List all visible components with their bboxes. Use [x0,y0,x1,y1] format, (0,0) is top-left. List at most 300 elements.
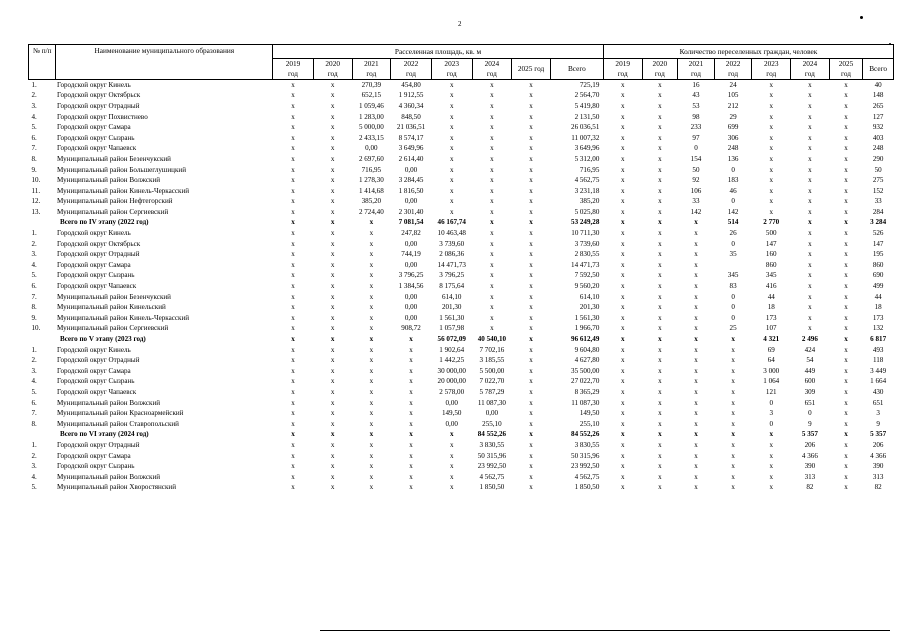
people-cell: 306 [727,133,739,142]
municipality-name: Городской округ Отрадный [56,101,140,110]
area-cell: x [490,144,494,153]
area-cell: x [369,303,374,312]
area-cell: x [529,282,533,291]
header-year-suffix: год [752,69,791,80]
table-row [29,355,894,366]
row-number: 6. [31,282,37,291]
area-cell: x [490,123,494,132]
area-cell: x [330,176,335,185]
area-cell: 652,15 [361,91,382,100]
table-row [29,387,894,398]
area-cell: x [529,313,533,322]
people-cell: 390 [872,462,884,471]
people-cell: 154 [690,154,702,163]
people-cell: x [808,91,812,100]
people-cell: x [658,186,662,195]
area-cell: x [330,313,335,322]
people-cell: x [694,430,698,439]
area-cell: x [291,165,295,174]
people-cell: x [620,430,625,439]
area-cell: x [291,133,295,142]
area-cell: x [291,387,295,396]
row-number: 8. [31,303,37,312]
area-cell: 5 000,00 [358,123,384,132]
area-cell: x [490,218,494,227]
area-cell: x [369,462,374,471]
people-cell: x [808,313,812,322]
area-cell: x [291,292,295,301]
people-cell: x [769,123,774,132]
table-row [29,133,894,144]
people-cell: x [844,112,848,121]
area-cell: x [291,260,295,269]
area-cell: 744,19 [401,250,421,259]
people-cell: x [694,462,698,471]
area-cell: 96 612,49 [571,335,600,343]
table-row [29,271,894,282]
area-cell: x [369,409,374,418]
area-cell: x [529,366,533,375]
people-cell: 514 [727,218,739,227]
header-year: 2024 [472,59,512,70]
area-cell: x [369,324,374,333]
area-cell: x [369,260,374,269]
municipality-name: Муниципальный район Безенчукский [56,292,171,301]
area-cell: x [490,292,494,301]
people-cell: x [620,472,625,481]
table-row [29,186,894,197]
people-cell: x [844,335,848,343]
people-cell: 265 [872,101,884,110]
area-cell: x [449,207,454,216]
municipality-name: Муниципальный район Красноармейский [56,409,184,418]
municipality-name: Городской округ Кинель [56,80,131,89]
area-cell: x [291,144,295,153]
area-cell: x [330,430,335,439]
area-cell: x [330,144,335,153]
table-row [29,313,894,324]
people-cell: x [844,356,848,365]
table-row [29,239,894,250]
row-number: 10. [31,324,41,333]
area-cell: x [449,133,454,142]
row-number: 2. [31,91,37,100]
area-cell: x [409,440,413,449]
area-cell: 11 007,32 [571,133,600,142]
row-number [29,218,56,229]
people-cell: 651 [872,398,884,407]
people-cell: 82 [806,483,814,492]
area-cell: x [409,483,413,492]
municipality-name: Городской округ Чапаевск [56,387,137,396]
people-cell: x [769,154,774,163]
people-cell: 275 [872,176,884,185]
people-cell: 932 [872,123,884,132]
area-cell: 0,00 [485,409,499,418]
area-cell: x [369,377,374,386]
row-number: 3. [31,462,37,471]
people-cell: 25 [729,324,737,333]
area-cell: x [330,229,335,238]
area-cell: x [490,154,494,163]
people-cell: x [844,409,848,418]
people-cell: 290 [872,154,884,163]
people-cell: 121 [765,387,777,396]
people-cell: 83 [729,282,737,291]
municipality-name: Муниципальный район Волжский [56,176,161,185]
header-year: 2023 [752,59,791,70]
people-cell: x [694,292,698,301]
people-cell: x [844,313,848,322]
people-cell: x [769,165,774,174]
people-cell: x [844,462,848,471]
people-cell: x [620,133,625,142]
people-cell: 9 [808,419,812,428]
people-cell: 106 [690,186,702,195]
area-cell: 8 365,29 [574,387,600,396]
area-cell: x [291,398,295,407]
people-cell: 92 [692,176,700,185]
area-cell: x [291,154,295,163]
people-cell: 44 [767,292,775,301]
table-row [29,122,894,133]
area-cell: x [291,123,295,132]
table-row [29,345,894,356]
header-year-suffix: год [829,69,863,80]
people-cell: x [808,250,812,259]
row-number: 1. [31,229,37,238]
people-cell: x [731,430,735,439]
area-cell: x [330,335,335,343]
people-cell: x [694,387,698,396]
people-cell: 82 [874,483,882,492]
people-cell: 0 [769,398,774,407]
people-cell: x [844,451,848,460]
people-cell: x [844,186,848,195]
people-cell: x [620,218,625,227]
municipality-name: Городской округ Октябрьск [56,91,141,100]
people-cell: x [731,409,735,418]
people-cell: x [620,260,625,269]
header-year: 2025 год [512,59,551,80]
people-cell: 206 [804,440,816,449]
people-cell: x [844,472,848,481]
people-cell: 699 [727,123,739,132]
people-cell: 3 284 [870,218,887,227]
area-cell: x [330,472,335,481]
area-cell: x [409,345,413,354]
area-cell: 255,10 [482,419,502,428]
people-cell: x [658,483,662,492]
area-cell: x [291,409,295,418]
people-cell: x [694,345,698,354]
row-number: 4. [31,112,37,121]
people-cell: 233 [690,123,702,132]
area-cell: x [529,440,533,449]
area-cell: x [291,239,295,248]
municipality-name: Городской округ Самара [56,123,131,132]
people-cell: x [658,356,662,365]
area-cell: x [529,398,533,407]
people-cell: x [694,335,698,343]
people-cell: x [769,144,774,153]
people-cell: x [844,377,848,386]
municipality-name: Всего по V этапу (2023 год) [59,335,146,343]
table-row [29,175,894,186]
area-cell: 84 552,26 [571,430,600,439]
people-cell: x [694,324,698,333]
people-cell: x [808,260,812,269]
area-cell: x [291,303,295,312]
row-number: 5. [31,271,37,280]
row-number: 1. [31,440,37,449]
header-people-group: Количество переселенных граждан, человек [603,45,893,59]
area-cell: x [291,101,295,110]
people-cell: x [658,440,662,449]
row-number: 9. [31,313,37,322]
municipality-name: Городской округ Сызрань [56,271,135,280]
people-cell: x [769,440,774,449]
area-cell: 4 627,80 [574,356,600,365]
row-number: 11. [31,186,41,195]
people-cell: x [620,80,625,89]
people-cell: x [620,239,625,248]
area-cell: x [529,144,533,153]
table-row [29,207,894,218]
row-number: 5. [31,123,37,132]
table-row [29,408,894,419]
people-cell: 105 [727,91,739,100]
people-cell: x [658,154,662,163]
area-cell: x [529,462,533,471]
people-cell: 0 [769,419,774,428]
area-cell: x [529,483,533,492]
people-cell: 212 [727,101,739,110]
area-cell: x [291,324,295,333]
area-cell: x [291,271,295,280]
area-cell: 3 231,18 [574,186,600,195]
area-cell: x [449,451,454,460]
people-cell: 248 [727,144,739,153]
people-cell: 26 [729,229,737,238]
area-cell: x [490,303,494,312]
area-cell: 7 702,16 [479,345,505,354]
people-cell: x [620,123,625,132]
area-cell: x [369,472,374,481]
area-cell: 0,00 [404,239,418,248]
people-cell: x [844,239,848,248]
area-cell: 5 025,80 [574,207,600,216]
people-cell: 18 [874,303,882,312]
area-cell: 35 500,00 [571,366,600,375]
header-year-suffix: год [603,69,642,80]
table-row [29,292,894,303]
area-cell: x [529,80,533,89]
area-cell: 247,82 [401,229,421,238]
area-cell: 149,50 [441,409,462,418]
header-year: Всего [550,59,603,80]
people-cell: x [731,356,735,365]
people-cell: 493 [872,345,884,354]
area-cell: x [330,271,335,280]
area-cell: x [409,335,413,343]
people-cell: x [694,250,698,259]
municipality-name: Муниципальный район Кинель-Черкасский [56,186,190,195]
area-cell: 2 724,40 [358,207,384,216]
people-cell: 0 [731,239,735,248]
row-number: 8. [31,419,37,428]
people-cell: 313 [804,472,816,481]
header-year-suffix: год [352,69,391,80]
people-cell: 33 [692,197,700,206]
people-cell: x [731,419,735,428]
table-row [29,461,894,472]
municipality-name: Городской округ Сызрань [56,133,135,142]
people-cell: 136 [727,154,739,163]
row-number: 8. [31,154,37,163]
people-cell: x [731,377,735,386]
people-cell: x [808,271,812,280]
people-cell: 6 817 [870,335,887,343]
area-cell: 3 649,96 [398,144,424,153]
people-cell: 1 664 [870,377,887,386]
area-cell: x [529,387,533,396]
people-cell: x [769,80,774,89]
area-cell: x [449,80,454,89]
area-cell: x [449,440,454,449]
area-cell: 2 301,40 [398,207,424,216]
area-cell: x [449,186,454,195]
people-cell: x [658,366,662,375]
area-cell: x [529,165,533,174]
people-cell: x [620,419,625,428]
people-cell: x [731,387,735,396]
bottom-rule [320,630,890,631]
people-cell: x [844,430,848,439]
area-cell: x [449,154,454,163]
header-year: 2021 [678,59,715,70]
area-cell: x [490,133,494,142]
municipality-name: Городской округ Сызрань [56,462,135,471]
people-cell: 43 [692,91,700,100]
people-cell: x [620,313,625,322]
row-number: 3. [31,101,37,110]
area-cell: 8 175,64 [439,282,465,291]
row-number: 3. [31,366,37,375]
area-cell: x [490,101,494,110]
area-cell: x [529,154,533,163]
area-cell: 3 739,60 [439,239,465,248]
people-cell: 24 [729,80,737,89]
area-cell: x [529,250,533,259]
area-cell: x [529,419,533,428]
people-cell: x [844,165,848,174]
people-cell: x [658,313,662,322]
area-cell: x [330,366,335,375]
people-cell: x [731,462,735,471]
area-cell: 4 562,75 [479,472,505,481]
area-cell: 50 315,96 [571,451,600,460]
people-cell: x [658,324,662,333]
area-cell: x [369,335,374,343]
header-year-suffix: год [714,69,752,80]
municipality-name: Муниципальный район Сергиевский [56,324,169,333]
table-row [29,451,894,462]
area-cell: x [449,123,454,132]
total-row [29,334,894,345]
area-cell: 3 649,96 [574,144,600,153]
municipality-name: Городской округ Сызрань [56,377,135,386]
people-cell: 35 [729,250,737,259]
people-cell: 0 [731,313,735,322]
row-number: 6. [31,133,37,142]
people-cell: 248 [872,144,884,153]
municipality-name: Всего по IV этапу (2022 год) [59,218,149,227]
municipality-name: Городской округ Отрадный [56,250,140,259]
header-name: Наименование муниципального образования [56,45,273,80]
table-row [29,281,894,292]
people-cell: x [620,154,625,163]
area-cell: x [369,313,374,322]
people-cell: x [620,451,625,460]
area-cell: 1 283,00 [358,112,384,121]
people-cell: x [658,398,662,407]
area-cell: x [291,282,295,291]
area-cell: 1 414,68 [358,186,384,195]
area-cell: 1 057,98 [439,324,465,333]
area-cell: 9 604,80 [574,345,600,354]
area-cell: x [529,451,533,460]
area-cell: x [529,260,533,269]
people-cell: 195 [872,250,884,259]
area-cell: x [369,451,374,460]
area-cell: 7 592,50 [574,271,600,280]
area-cell: 4 562,75 [574,176,600,185]
row-number: 7. [31,144,37,153]
people-cell: 183 [727,176,739,185]
people-cell: 390 [804,462,816,471]
people-cell: 0 [694,144,698,153]
people-cell: x [620,345,625,354]
people-cell: x [694,419,698,428]
table-row [29,483,894,494]
area-cell: x [291,345,295,354]
area-cell: x [330,250,335,259]
people-cell: x [694,271,698,280]
people-cell: x [808,112,812,121]
people-cell: x [620,101,625,110]
area-cell: x [330,483,335,492]
area-cell: 7 081,54 [398,218,424,227]
area-cell: x [330,197,335,206]
people-cell: x [658,165,662,174]
people-cell: x [658,387,662,396]
people-cell: x [844,144,848,153]
people-cell: x [620,282,625,291]
area-cell: 14 471,73 [571,260,600,269]
people-cell: x [620,271,625,280]
area-cell: 23 992,50 [571,462,600,471]
people-cell: x [658,229,662,238]
area-cell: x [529,176,533,185]
area-cell: x [490,250,494,259]
area-cell: 40 540,10 [477,335,507,343]
area-cell: x [369,430,374,439]
area-cell: 716,95 [579,165,600,174]
people-cell: 206 [872,440,884,449]
area-cell: 3 796,25 [398,271,424,280]
people-cell: 44 [874,292,882,301]
